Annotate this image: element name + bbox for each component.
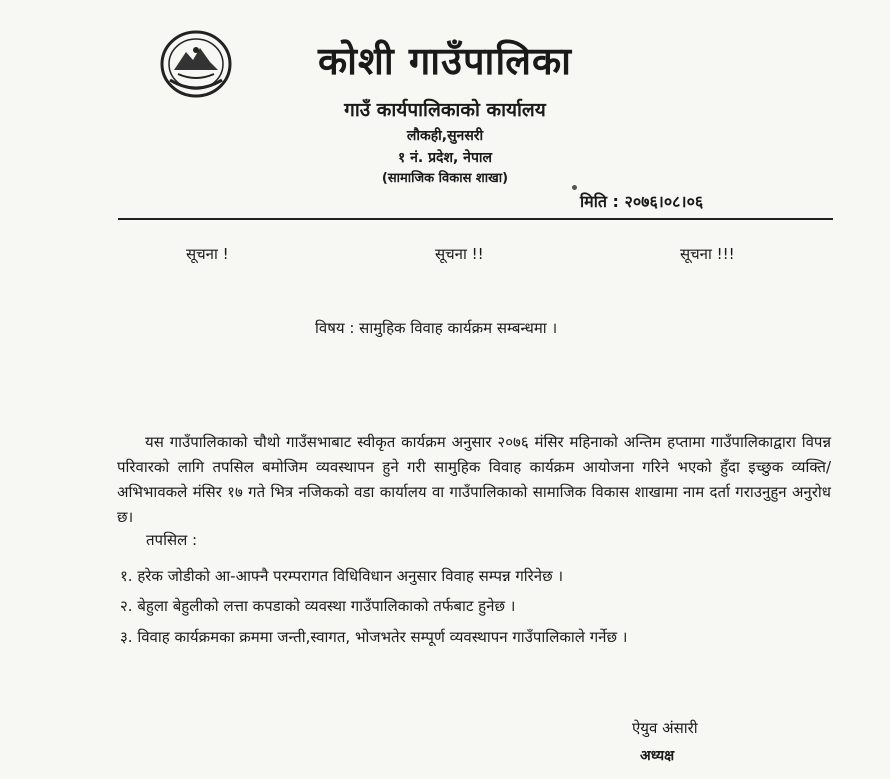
notice-label-1: सूचना ! — [186, 245, 229, 263]
body-paragraph — [117, 430, 831, 530]
signatory-name: ऐयुव अंसारी — [632, 719, 698, 737]
office-subtitle: गाउँ कार्यपालिकाको कार्यालय — [344, 99, 546, 121]
tapsil-label: तपसिल : — [146, 531, 198, 549]
branch-label: (सामाजिक विकास शाखा) — [381, 171, 509, 186]
signatory-title: अध्यक्ष — [640, 748, 675, 764]
ink-speck — [572, 185, 577, 190]
address-line-2: १ नं. प्रदेश, नेपाल — [397, 150, 493, 166]
subject-line: विषय : सामुहिक विवाह कार्यक्रम सम्बन्धमा । — [315, 319, 558, 337]
header-divider — [118, 218, 833, 220]
address-line-1: लौकही,सुनसरी — [406, 128, 484, 144]
list-item: १. हरेक जोडीको आ-आफ्नै परम्परागत विधिविधान अनुसार विवाह सम्पन्न गरिनेछ । — [120, 567, 564, 585]
body-text: यस गाउँपालिकाको चौथो गाउँसभाबाट स्वीकृत कार्यक्रम अनुसार २०७६ मंसिर महिनाको अन्तिम हप्तामा गाउँपालिकाद्वारा विपन्न परिवारको लागि तपसिल बमोजिम व्यवस्थापन हुने गरी सामुहिक विवाह कार्यक्रम आयोजना गरिने भएको हुँदा इच्छुक व्यक्ति/अभिभावकले मंसिर १७ गते भित्र नजिकको वडा कार्यालय वा गाउँपालिकाको सामाजिक विकास शाखामा नाम दर्ता गराउनुहुन अनुरोध छ। — [117, 433, 831, 526]
org-title: कोशी गाउँपालिका — [317, 39, 573, 83]
list-item: २. बेहुला बेहुलीको लत्ता कपडाको व्यवस्था गाउँपालिकाको तर्फबाट हुनेछ । — [120, 597, 516, 615]
list-item: ३. विवाह कार्यक्रमका क्रममा जन्ती,स्वागत, भोजभतेर सम्पूर्ण व्यवस्थापन गाउँपालिकाले गर्नेछ । — [120, 628, 628, 646]
date-label: मिति : २०७६।०८।०६ — [580, 192, 704, 211]
notice-label-3: सूचना !!! — [680, 245, 735, 263]
notice-label-2: सूचना !! — [435, 245, 484, 263]
